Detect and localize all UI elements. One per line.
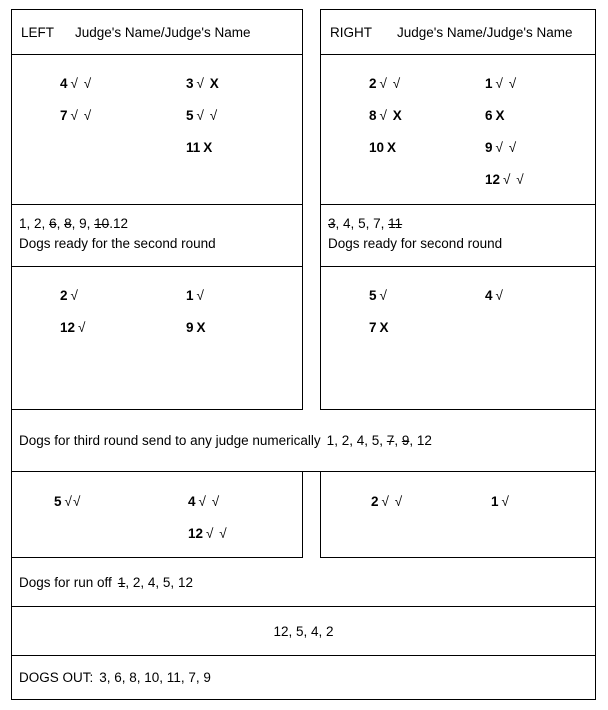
check-mark-icon: √ [394, 494, 404, 509]
score-entry-number: 9 [186, 320, 194, 335]
check-mark-icon: √ [83, 76, 93, 91]
score-entry-marks [377, 108, 402, 123]
right-side-label: RIGHT [330, 24, 372, 40]
left-ready-cell [11, 205, 303, 267]
runoff-note-lead: Dogs for run off [19, 574, 112, 590]
score-entry-marks [194, 320, 206, 335]
check-mark-icon: √ [196, 108, 205, 123]
panel-gutter [303, 55, 320, 205]
panel-gutter [303, 472, 320, 558]
panel-gutter [303, 205, 320, 267]
number: 2 [34, 216, 42, 231]
score-entry [485, 280, 595, 312]
check-mark-icon: √ [503, 172, 512, 187]
score-entry-number: 5 [369, 288, 377, 303]
score-entry-number: 2 [369, 76, 377, 91]
check-mark-icon: √ [206, 526, 215, 541]
dogs-out-row [11, 656, 596, 700]
score-entry-number: 6 [485, 108, 493, 123]
score-entry-number: 10 [369, 140, 385, 155]
round2-right-column-a [321, 280, 461, 344]
score-entry [369, 100, 461, 132]
score-entry-marks [499, 494, 510, 509]
number: 12 [177, 574, 193, 590]
struck-number: 1 [117, 574, 126, 590]
check-mark-icon: √ [516, 172, 525, 187]
check-mark-icon: √ [72, 494, 82, 509]
score-entry-number: 3 [186, 76, 194, 91]
number: 4 [147, 574, 156, 590]
check-mark-icon: √ [379, 108, 388, 123]
score-entry [60, 280, 160, 312]
round2-left-column-b [160, 280, 300, 344]
third-round-note [11, 410, 596, 472]
score-entry [371, 486, 461, 518]
check-mark-icon: √ [198, 494, 207, 509]
check-mark-icon: √ [508, 76, 518, 91]
right-judges-label: Judge's Name/Judge's Name [397, 24, 573, 40]
score-entry [369, 280, 461, 312]
score-entry-number: 5 [186, 108, 194, 123]
round2-right-column-b [461, 280, 595, 344]
score-entry-number: 1 [491, 494, 499, 509]
score-entry-marks [493, 288, 504, 303]
score-entry-number: 7 [369, 320, 377, 335]
check-mark-icon: √ [78, 320, 87, 335]
score-entry-number: 7 [60, 108, 68, 123]
number: 4 [356, 433, 365, 448]
score-entry-marks [377, 320, 389, 335]
score-entry-marks [377, 288, 388, 303]
x-mark-icon: X [196, 320, 206, 335]
score-entry [491, 486, 595, 518]
score-entry-marks [203, 526, 228, 541]
struck-number: 7 [386, 433, 395, 448]
check-mark-icon: √ [83, 108, 93, 123]
check-mark-icon: √ [381, 494, 390, 509]
score-entry-marks [194, 288, 205, 303]
runoff-note-numbers: 1, 2, 4, 5, 12 [117, 574, 193, 590]
right-panel-header [320, 9, 596, 55]
struck-number: 10 [94, 216, 110, 231]
score-entry-number: 4 [188, 494, 196, 509]
score-entry-number: 5 [54, 494, 62, 509]
runoff-note [11, 558, 596, 607]
x-mark-icon: X [387, 140, 397, 155]
x-mark-icon: X [203, 140, 213, 155]
score-entry [485, 100, 595, 132]
round3-left-column-a [12, 486, 160, 550]
x-mark-icon: X [379, 320, 389, 335]
score-entry-number: 4 [485, 288, 493, 303]
score-entry [485, 164, 595, 196]
left-side-label: LEFT [21, 24, 55, 40]
round1-right-scores [320, 55, 596, 205]
score-entry [188, 518, 300, 550]
round2-right-scores [320, 267, 596, 410]
score-entry-number: 2 [371, 494, 379, 509]
right-ready-numbers: 3, 4, 5, 7, 11 [328, 216, 403, 231]
score-entry [369, 68, 461, 100]
score-entry [186, 312, 300, 344]
score-entry [60, 312, 160, 344]
score-entry-marks [200, 140, 212, 155]
round2-left-column-a [12, 280, 160, 344]
round1-left-column-b [160, 68, 300, 164]
score-entry [186, 68, 300, 100]
right-ready-cell [320, 205, 596, 267]
score-entry-marks [194, 76, 219, 91]
round3-right-scores [320, 472, 596, 558]
final-order-row [11, 607, 596, 656]
left-ready-numbers: 1, 2, 6, 8, 9, 10.12 [19, 216, 128, 231]
number: 5 [358, 216, 366, 231]
x-mark-icon: X [495, 108, 505, 123]
check-mark-icon: √ [495, 76, 504, 91]
score-entry [60, 100, 160, 132]
panel-gutter [303, 267, 320, 410]
score-entry [485, 132, 595, 164]
dogs-out-label: DOGS OUT: [19, 670, 94, 685]
judging-sheet [11, 9, 596, 701]
check-mark-icon: √ [495, 140, 504, 155]
struck-number: 3 [328, 216, 336, 231]
number: 1 [326, 433, 335, 448]
score-entry-marks [493, 108, 505, 123]
left-panel-header [11, 9, 303, 55]
check-mark-icon: √ [196, 288, 205, 303]
ready-second-round-row [11, 205, 596, 267]
score-entry-marks [493, 76, 518, 91]
score-entry [60, 68, 160, 100]
number: 5 [162, 574, 171, 590]
struck-number: 8 [64, 216, 72, 231]
score-entry-number: 1 [186, 288, 194, 303]
round1-right-column-b [461, 68, 595, 196]
score-entry-marks [62, 494, 82, 509]
round3-left-column-b [160, 486, 300, 550]
check-mark-icon: √ [495, 288, 504, 303]
round1-left-scores [11, 55, 303, 205]
round1-row [11, 55, 596, 205]
header-row [11, 9, 596, 55]
score-entry-number: 12 [485, 172, 501, 187]
check-mark-icon: √ [209, 108, 219, 123]
number: 4 [343, 216, 351, 231]
round3-left-scores [11, 472, 303, 558]
round1-left-column-a [12, 68, 160, 164]
check-mark-icon: √ [64, 494, 73, 509]
score-entry-marks [384, 140, 396, 155]
check-mark-icon: √ [70, 108, 79, 123]
round3-right-column-b [461, 486, 595, 518]
check-mark-icon: √ [219, 526, 228, 541]
score-entry-number: 9 [485, 140, 493, 155]
right-ready-caption: Dogs ready for second round [328, 236, 503, 251]
score-entry-number: 4 [60, 76, 68, 91]
number: 5 [371, 433, 380, 448]
check-mark-icon: √ [70, 76, 79, 91]
check-mark-icon: √ [211, 494, 221, 509]
score-entry [186, 100, 300, 132]
third-round-note-lead: Dogs for third round send to any judge numerically [19, 433, 321, 448]
struck-number: 6 [49, 216, 57, 231]
number: 9 [79, 216, 87, 231]
score-entry-marks [68, 108, 93, 123]
score-entry [186, 132, 300, 164]
third-round-note-numbers: 1, 2, 4, 5, 7, 9, 12 [326, 433, 432, 448]
check-mark-icon: √ [70, 288, 79, 303]
score-entry-number: 8 [369, 108, 377, 123]
score-entry-number: 12 [60, 320, 76, 335]
x-mark-icon: X [392, 108, 402, 123]
struck-number: 9 [401, 433, 410, 448]
round1-right-column-a [321, 68, 461, 196]
check-mark-icon: √ [392, 76, 402, 91]
number: 1 [19, 216, 27, 231]
score-entry [54, 486, 160, 518]
score-entry [369, 312, 461, 344]
score-entry-number: 11 [186, 140, 201, 155]
number: 2 [132, 574, 141, 590]
round2-row [11, 267, 596, 410]
check-mark-icon: √ [379, 76, 388, 91]
round2-left-scores [11, 267, 303, 410]
score-entry [188, 486, 300, 518]
check-mark-icon: √ [508, 140, 518, 155]
number: 2 [341, 433, 350, 448]
left-ready-caption: Dogs ready for the second round [19, 236, 216, 251]
score-entry-number: 1 [485, 76, 493, 91]
score-entry-number: 2 [60, 288, 68, 303]
final-order-numbers: 12, 5, 4, 2 [273, 623, 334, 639]
left-judges-label: Judge's Name/Judge's Name [75, 24, 251, 40]
round3-right-column-a [321, 486, 461, 518]
score-entry-marks [68, 288, 79, 303]
panel-gutter [303, 9, 320, 55]
score-entry-marks [377, 76, 402, 91]
score-entry-marks [379, 494, 404, 509]
score-entry-marks [493, 140, 518, 155]
score-entry-marks [68, 76, 93, 91]
score-entry-marks [194, 108, 219, 123]
score-entry [369, 132, 461, 164]
number: 12 [416, 433, 432, 448]
check-mark-icon: √ [501, 494, 510, 509]
score-entry-marks [196, 494, 221, 509]
number: 7 [373, 216, 381, 231]
round3-row [11, 472, 596, 558]
score-entry-number: 12 [188, 526, 204, 541]
struck-number: 11 [388, 216, 403, 231]
score-entry-marks [500, 172, 525, 187]
x-mark-icon: X [209, 76, 219, 91]
dogs-out-numbers: 3, 6, 8, 10, 11, 7, 9 [99, 670, 211, 685]
number: 12 [112, 216, 128, 231]
check-mark-icon: √ [379, 288, 388, 303]
score-entry [485, 68, 595, 100]
score-entry [186, 280, 300, 312]
check-mark-icon: √ [196, 76, 205, 91]
score-entry-marks [75, 320, 86, 335]
